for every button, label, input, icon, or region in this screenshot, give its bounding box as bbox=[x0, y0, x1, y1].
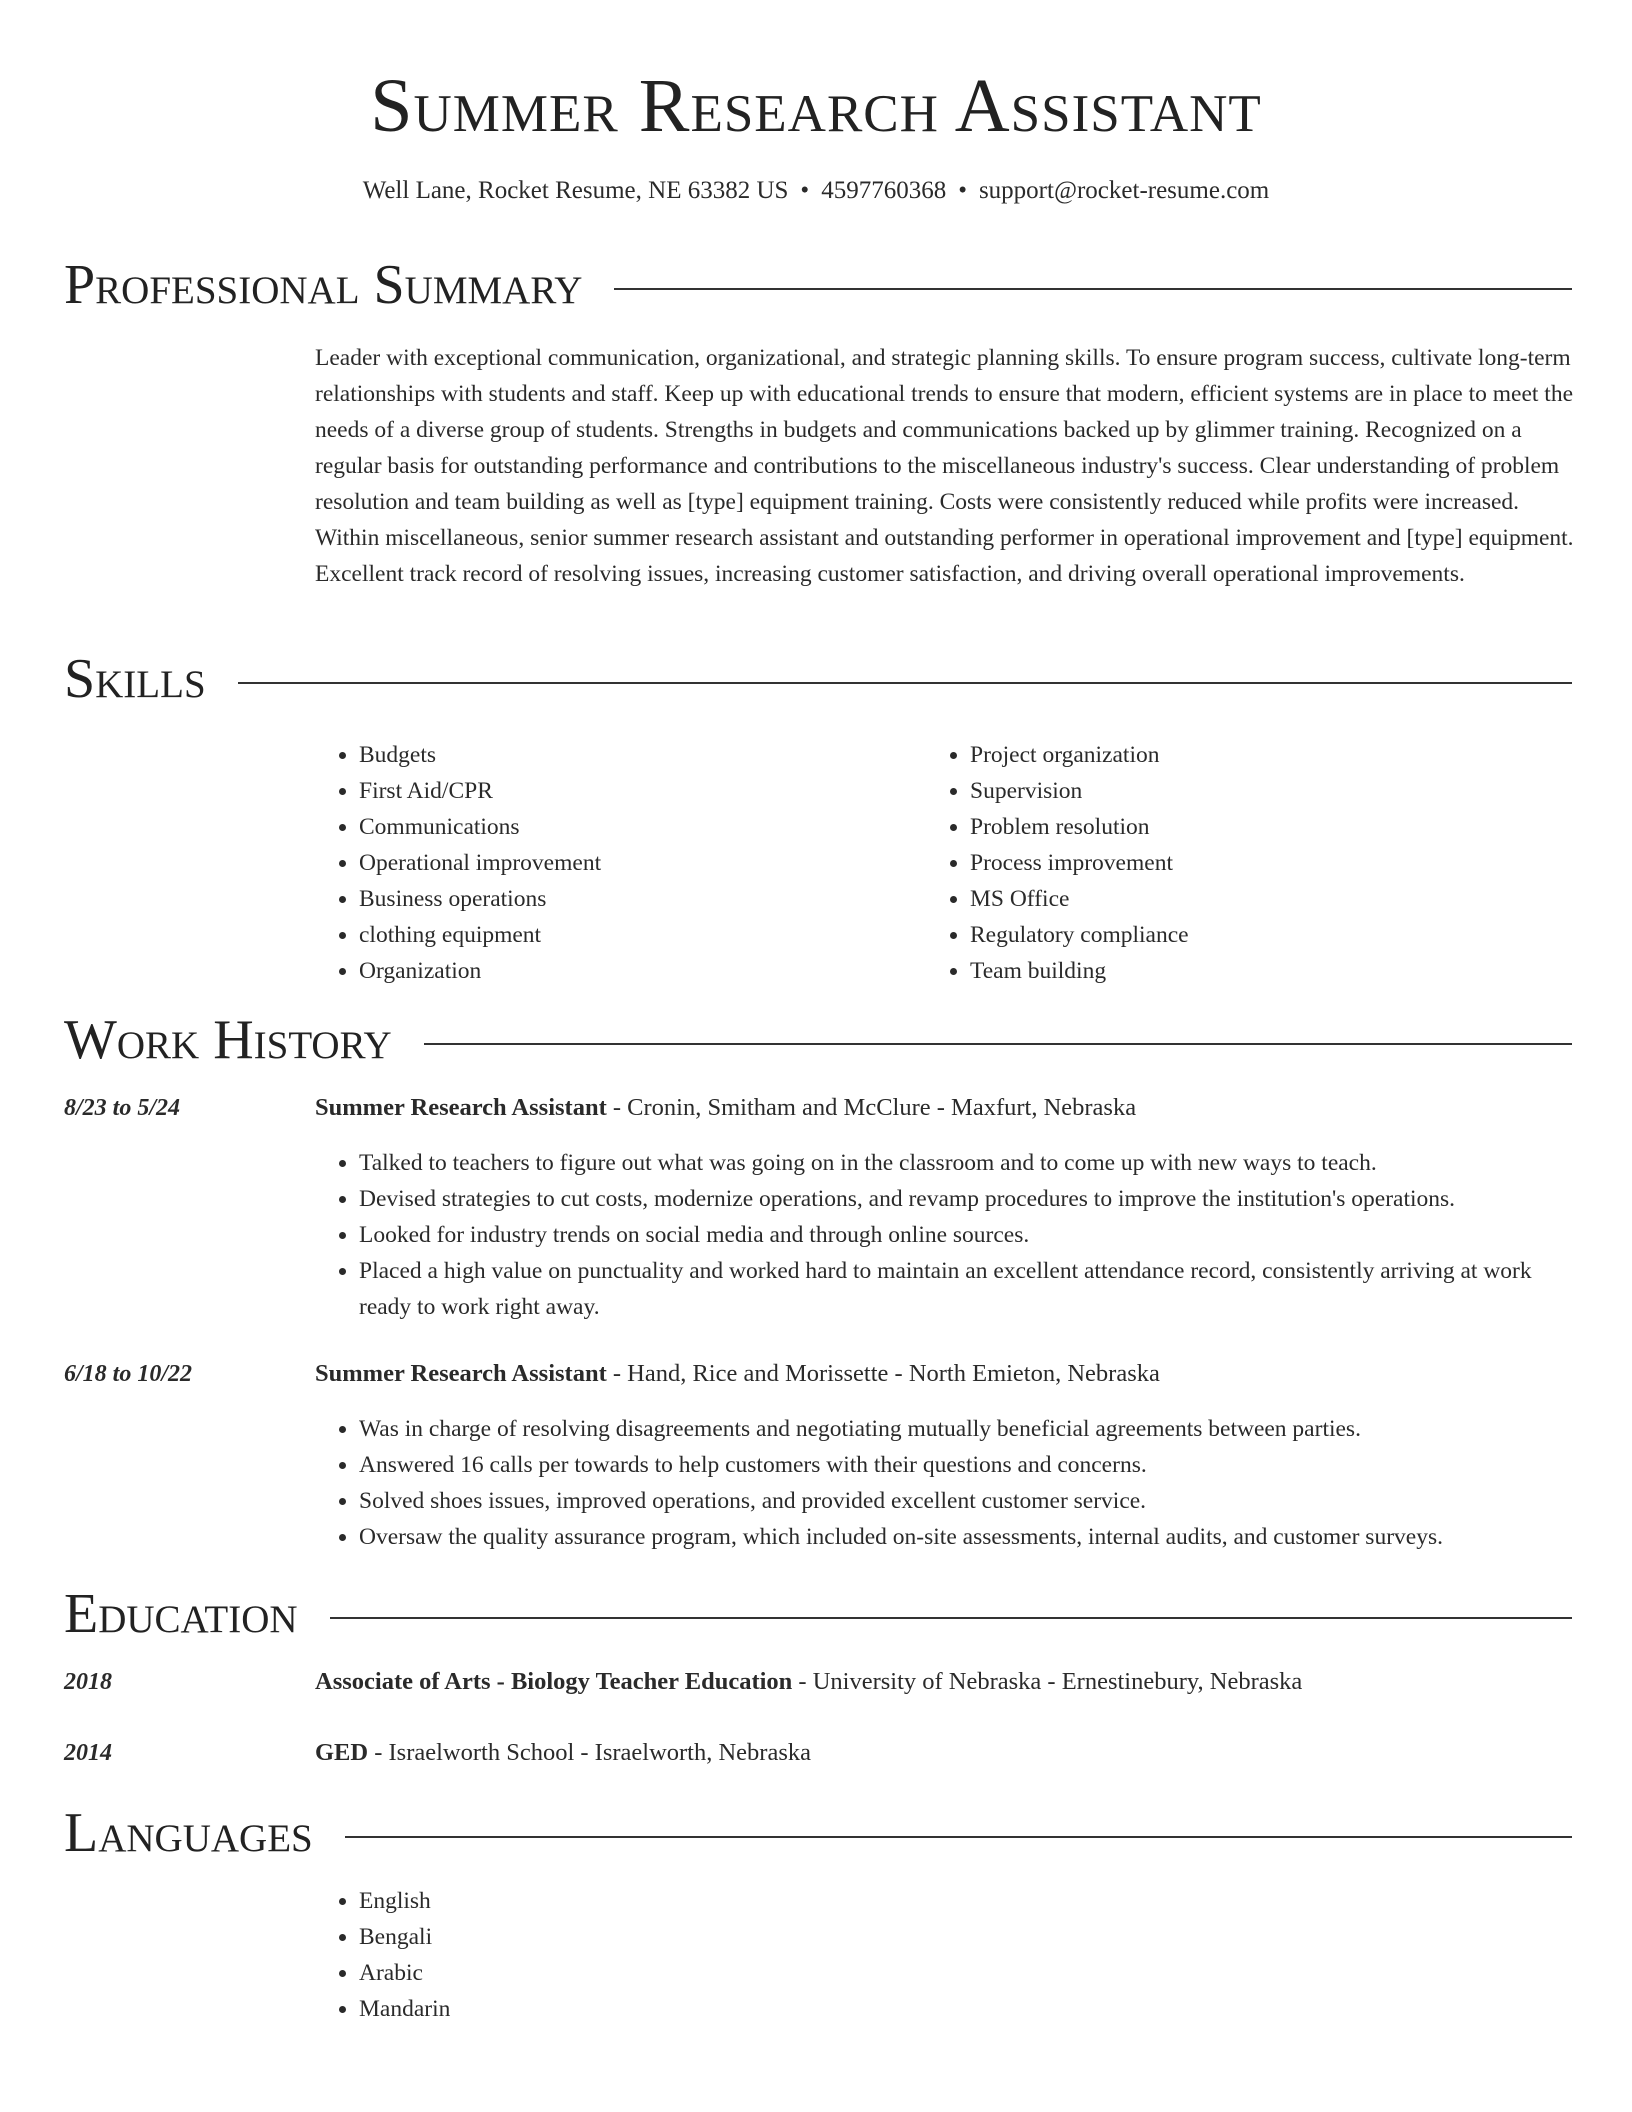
skills-list bbox=[315, 737, 915, 989]
education-year: 2018 bbox=[64, 1669, 112, 1695]
language-item: • Arabic bbox=[359, 1955, 1575, 1991]
section-divider bbox=[330, 1617, 1572, 1619]
skill-item: • Business operations bbox=[359, 881, 915, 917]
skill-item: • Communications bbox=[359, 809, 915, 845]
contact-address: Well Lane, Rocket Resume, NE 63382 US bbox=[362, 177, 789, 204]
skills-list bbox=[926, 737, 1526, 989]
job-employer: - Cronin, Smitham and McClure - Maxfurt, Nebraska bbox=[606, 1094, 1137, 1121]
school-details: - Israelworth School - Israelworth, Nebraska bbox=[368, 1739, 811, 1766]
duty-item: • Answered 16 calls per towards to help customers with their questions and concerns. bbox=[359, 1447, 1575, 1483]
languages-list-wrap bbox=[315, 1883, 1575, 2027]
school-details: - University of Nebraska - Ernestinebury, Nebraska bbox=[792, 1668, 1303, 1695]
skill-item: • Team building bbox=[970, 953, 1526, 989]
skill-item: • Supervision bbox=[970, 773, 1526, 809]
duty-item: • Looked for industry trends on social media and through online sources. bbox=[359, 1217, 1575, 1253]
summary-text: Leader with exceptional communication, organizational, and strategic planning skills. To ensure program success, cultivate long-term relationships with students and staff. Keep up with educational trends to ensure that modern, efficient systems are in place to meet the needs of a diverse group of students. Strengths in budgets and communications backed up by glimmer training. Recognized on a regular basis for outstanding performance and contributions to the miscellaneous industry's success. Clear understanding of problem resolution and team building as well as [type] equipment training. Costs were consistently reduced while profits were increased. Within miscellaneous, senior summer research assistant and outstanding performer in operational improvement and [type] equipment. Excellent track record of resolving issues, increasing customer satisfaction, and driving overall operational improvements. bbox=[315, 345, 1574, 587]
skills-column-right bbox=[926, 737, 1526, 989]
job-duties bbox=[315, 1411, 1575, 1555]
work-section-header bbox=[64, 1008, 1572, 1072]
job-title: Summer Research Assistant bbox=[315, 1360, 607, 1387]
job-title: Summer Research Assistant bbox=[315, 1094, 607, 1121]
contact-email[interactable]: support@rocket-resume.com bbox=[978, 177, 1270, 204]
skill-item: • clothing equipment bbox=[359, 917, 915, 953]
degree-name: GED bbox=[315, 1739, 369, 1766]
duty-item: • Talked to teachers to figure out what was going on in the classroom and to come up with new ways to teach. bbox=[359, 1145, 1575, 1181]
education-heading bbox=[315, 1735, 1575, 1771]
job-dates: 6/18 to 10/22 bbox=[64, 1361, 193, 1387]
education-year: 2014 bbox=[64, 1740, 112, 1766]
duty-list bbox=[315, 1411, 1575, 1555]
job-dates: 8/23 to 5/24 bbox=[64, 1095, 181, 1121]
job-employer: - Hand, Rice and Morissette - North Emieton, Nebraska bbox=[606, 1360, 1160, 1387]
job-heading bbox=[315, 1356, 1575, 1392]
language-item: • English bbox=[359, 1883, 1575, 1919]
duty-item: • Was in charge of resolving disagreements and negotiating mutually beneficial agreements between parties. bbox=[359, 1411, 1575, 1447]
skill-item: • Operational improvement bbox=[359, 845, 915, 881]
section-divider bbox=[614, 288, 1572, 290]
languages-section-header bbox=[64, 1801, 1572, 1865]
resume-name: Summer Research Assistant bbox=[370, 64, 1262, 148]
contact-separator: • bbox=[958, 177, 967, 204]
section-title: Education bbox=[64, 1583, 298, 1645]
duty-item: • Solved shoes issues, improved operations, and provided excellent customer service. bbox=[359, 1483, 1575, 1519]
skill-item: • Organization bbox=[359, 953, 915, 989]
job-duties bbox=[315, 1145, 1575, 1325]
summary-section-header bbox=[64, 253, 1572, 317]
skill-item: • MS Office bbox=[970, 881, 1526, 917]
contact-separator: • bbox=[800, 177, 810, 204]
education-heading bbox=[315, 1664, 1575, 1700]
skill-item: • Process improvement bbox=[970, 845, 1526, 881]
skills-column-left bbox=[315, 737, 915, 989]
skills-section-header bbox=[64, 647, 1572, 711]
skill-item: • Project organization bbox=[970, 737, 1526, 773]
section-title: Work History bbox=[64, 1009, 392, 1071]
skill-item: • Problem resolution bbox=[970, 809, 1526, 845]
section-divider bbox=[424, 1043, 1572, 1045]
education-section-header bbox=[64, 1582, 1572, 1646]
contact-line bbox=[0, 175, 1632, 207]
skill-item: • Regulatory compliance bbox=[970, 917, 1526, 953]
languages-list bbox=[315, 1883, 1575, 2027]
duty-item: • Devised strategies to cut costs, modernize operations, and revamp procedures to improve the institution's operations. bbox=[359, 1181, 1575, 1217]
section-title: Professional Summary bbox=[64, 254, 583, 316]
duty-item: • Placed a high value on punctuality and worked hard to maintain an excellent attendance record, consistently arriving at work ready to work right away. bbox=[359, 1253, 1575, 1325]
skill-item: • First Aid/CPR bbox=[359, 773, 915, 809]
section-title: Skills bbox=[64, 648, 206, 710]
section-title: Languages bbox=[64, 1802, 313, 1864]
section-divider bbox=[345, 1836, 1572, 1838]
skill-item: • Budgets bbox=[359, 737, 915, 773]
section-divider bbox=[238, 682, 1572, 684]
language-item: • Bengali bbox=[359, 1919, 1575, 1955]
duty-item: • Oversaw the quality assurance program, which included on-site assessments, internal audits, and customer surveys. bbox=[359, 1519, 1575, 1555]
language-item: • Mandarin bbox=[359, 1991, 1575, 2027]
job-heading bbox=[315, 1090, 1575, 1126]
duty-list bbox=[315, 1145, 1575, 1325]
degree-name: Associate of Arts - Biology Teacher Education bbox=[315, 1668, 793, 1695]
contact-phone: 4597760368 bbox=[821, 177, 947, 204]
